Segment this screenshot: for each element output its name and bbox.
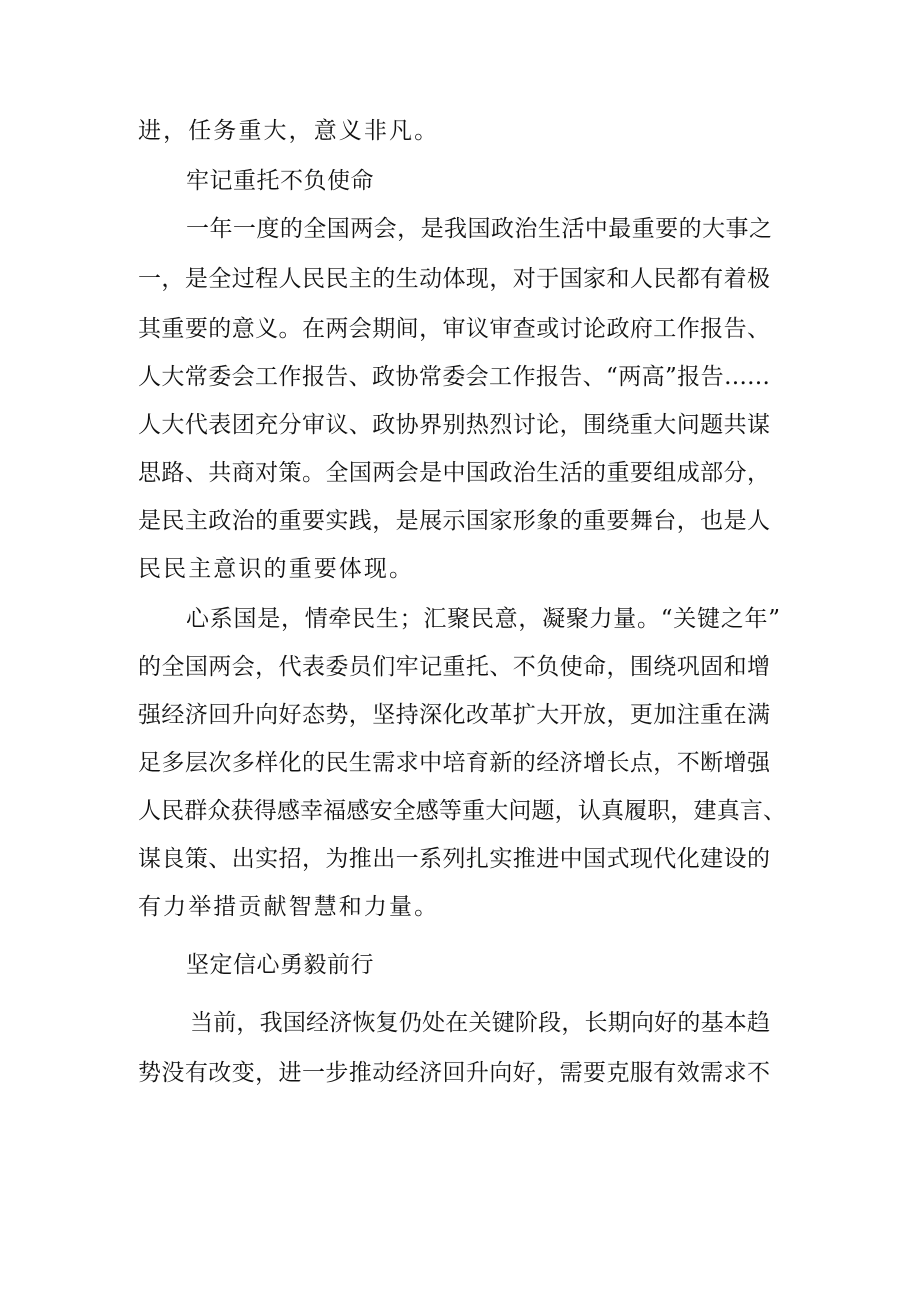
- paragraph-1-line-7: 民民主意识的重要体现。: [138, 556, 415, 582]
- paragraph-2-line-0: 心系国是，情牵民生；汇聚民意，凝聚力量。“关键之年”: [186, 606, 780, 632]
- paragraph-2-line-6: 有力举措贡献智慧和力量。: [138, 894, 440, 920]
- paragraph-2-line-1: 的全国两会，代表委员们牢记重托、不负使命，围绕巩固和增: [138, 654, 770, 680]
- section-heading-confidence: 坚定信心勇毅前行: [186, 952, 374, 978]
- paragraph-1-line-3: 人大常委会工作报告、政协常委会工作报告、“两高”报告……: [138, 364, 770, 390]
- paragraph-1-line-0: 一年一度的全国两会，是我国政治生活中最重要的大事之: [186, 216, 772, 242]
- paragraph-2-line-3: 足多层次多样化的民生需求中培育新的经济增长点，不断增强: [138, 750, 770, 776]
- paragraph-1-line-6: 是民主政治的重要实践，是展示国家形象的重要舞台，也是人: [138, 508, 770, 534]
- paragraph-1-line-5: 思路、共商对策。全国两会是中国政治生活的重要组成部分，: [138, 460, 770, 486]
- paragraph-2-line-2: 强经济回升向好态势，坚持深化改革扩大开放，更加注重在满: [138, 702, 770, 728]
- paragraph-1-line-4: 人大代表团充分审议、政协界别热烈讨论，围绕重大问题共谋: [138, 412, 770, 438]
- paragraph-3-line-0: 当前，我国经济恢复仍处在关键阶段，长期向好的基本趋: [190, 1010, 770, 1036]
- paragraph-0-line-0: 进，任务重大，意义非凡。: [138, 118, 440, 144]
- paragraph-1-line-2: 其重要的意义。在两会期间，审议审查或讨论政府工作报告、: [138, 316, 770, 342]
- paragraph-3-line-1: 势没有改变，进一步推动经济回升向好，需要克服有效需求不: [138, 1060, 770, 1086]
- paragraph-2-line-5: 谋良策、出实招，为推出一系列扎实推进中国式现代化建设的: [138, 846, 770, 872]
- section-heading-mission: 牢记重托不负使命: [186, 168, 374, 194]
- paragraph-2-line-4: 人民群众获得感幸福感安全感等重大问题，认真履职，建真言、: [138, 798, 786, 824]
- paragraph-1-line-1: 一，是全过程人民民主的生动体现，对于国家和人民都有着极: [138, 266, 770, 292]
